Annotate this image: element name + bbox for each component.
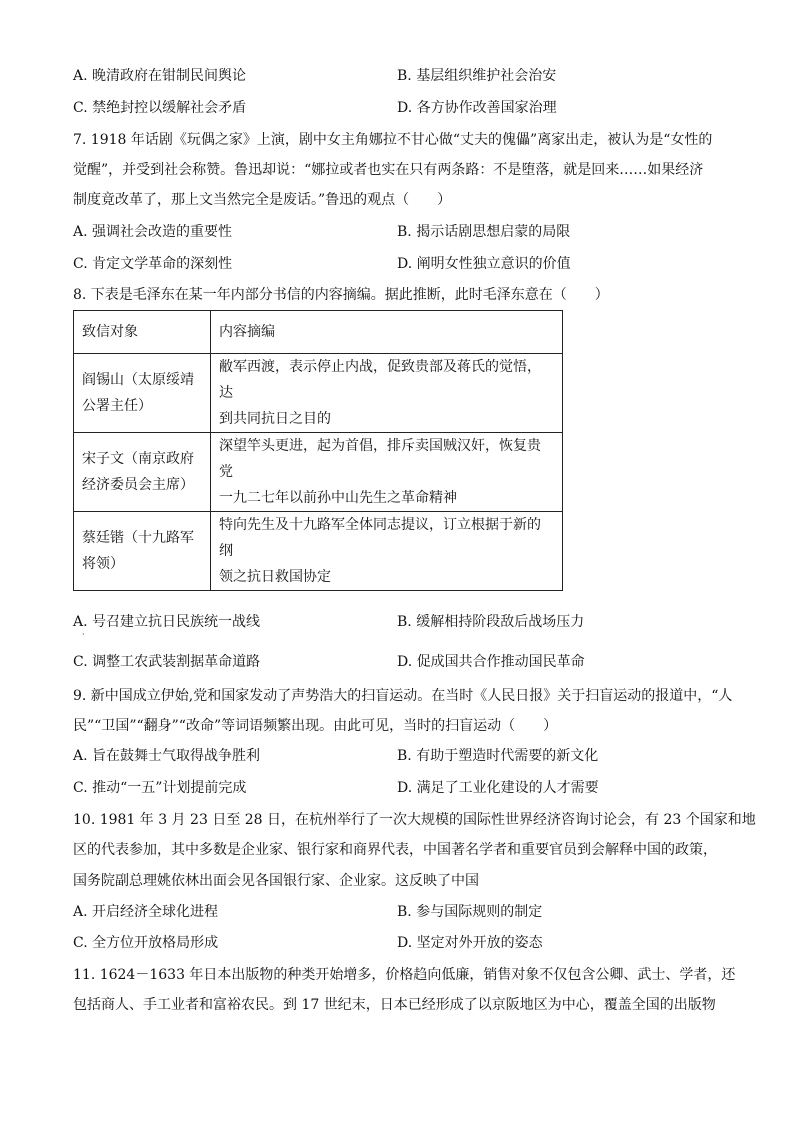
cell-line: 特向先生及十九路军全体同志提议，订立根据于新的纲 [219,517,541,559]
table-row [74,354,563,433]
q10-stem-line-3: 国务院副总理姚依林出面会见各国银行家、企业家。这反映了中国 [73,873,479,889]
q9-stem-line-2: 民”“卫国”“翻身”“改命”等词语频繁出现。由此可见，当时的扫盲运动（ ） [73,718,558,734]
q8-option-b: B. 缓解相持阶段敌后战场压力 [397,614,585,630]
cell-line: 公署主任） [82,398,152,414]
q9-option-a: A. 旨在鼓舞士气取得战争胜利 [73,748,261,764]
q9-option-d: D. 满足了工业化建设的人才需要 [397,780,599,796]
q9-option-c: C. 推动“一五”计划提前完成 [73,780,247,796]
q7-option-b: B. 揭示话剧思想启蒙的局限 [397,224,571,240]
cell-line: 领之抗日救国协定 [219,569,331,585]
q9-option-b: B. 有助于塑造时代需要的新文化 [397,748,599,764]
cell-line: 到共同抗日之目的 [219,411,331,427]
table-row [74,433,563,512]
cell-line: 敝军西渡，表示停止内战，促致贵部及蒋氏的觉悟，达 [219,359,541,401]
q7-stem-line-1: 7. 1918 年话剧《玩偶之家》上演，剧中女主角娜拉不甘心做“丈夫的傀儡”离家出走，被认为是“女性的 [73,132,713,148]
q10-option-b: B. 参与国际规则的制定 [397,904,543,920]
cell-line: 一九二七年以前孙中山先生之革命精神 [219,490,457,506]
cell-line: 将领） [82,556,124,572]
q6-option-d: D. 各方协作改善国家治理 [397,100,557,116]
q7-stem-line-3: 制度竟改革了，那上文当然完全是废话。”鲁迅的观点（ ） [73,192,452,208]
stray-dot-mark: · [82,630,85,639]
cell-line: 宋子文（南京政府 [82,451,194,467]
table-cell-recipient [74,354,211,433]
cell-line: 经济委员会主席） [82,477,194,493]
q10-option-d: D. 坚定对外开放的姿态 [397,935,543,951]
q11-stem-line-2: 包括商人、手工业者和富裕农民。到 17 世纪末，日本已经形成了以京阪地区为中心，覆盖全国的出版物 [73,997,716,1013]
table-cell-content [211,512,563,591]
q8-option-a: A. 号召建立抗日民族统一战线 [73,614,261,630]
cell-line: 阎锡山（太原绥靖 [82,372,194,388]
q8-option-d: D. 促成国共合作推动国民革命 [397,654,585,670]
cell-line: 蔡廷锴（十九路军 [82,530,194,546]
q8-letters-table [73,310,563,591]
table-header-recipient: 致信对象 [74,311,211,354]
q7-option-a: A. 强调社会改造的重要性 [73,224,233,240]
table-header-content: 内容摘编 [211,311,563,354]
q10-option-a: A. 开启经济全球化进程 [73,904,219,920]
q6-option-c: C. 禁绝封控以缓解社会矛盾 [73,100,247,116]
table-row [74,512,563,591]
q7-option-d: D. 阐明女性独立意识的价值 [397,256,571,272]
q10-stem-line-2: 区的代表参加，其中多数是企业家、银行家和商界代表，中国著名学者和重要官员到会解释中国的政策， [73,842,717,858]
q8-option-c: C. 调整工农武装割据革命道路 [73,654,261,670]
q6-option-a: A. 晚清政府在钳制民间舆论 [73,68,247,84]
q10-stem-line-1: 10. 1981 年 3 月 23 日至 28 日，在杭州举行了一次大规模的国际性世界经济咨询讨论会，有 23 个国家和地 [73,812,756,828]
cell-line: 深望竿头更进，起为首倡，排斥卖国贼汉奸，恢复贵党 [219,438,541,480]
table-header-row [74,311,563,354]
table-cell-recipient [74,433,211,512]
table-cell-recipient [74,512,211,591]
q9-stem-line-1: 9. 新中国成立伊始,党和国家发动了声势浩大的扫盲运动。在当时《人民日报》关于扫盲运动的报道中，“人 [73,688,733,704]
table-cell-content [211,354,563,433]
table-cell-content [211,433,563,512]
q7-option-c: C. 肯定文学革命的深刻性 [73,256,233,272]
q8-stem: 8. 下表是毛泽东在某一年内部分书信的内容摘编。据此推断，此时毛泽东意在（ ） [73,287,609,303]
q10-option-c: C. 全方位开放格局形成 [73,935,219,951]
q11-stem-line-1: 11. 1624－1633 年日本出版物的种类开始增多，价格趋向低廉，销售对象不仅包含公卿、武士、学者，还 [73,967,736,983]
q6-option-b: B. 基层组织维护社会治安 [397,68,557,84]
q7-stem-line-2: 觉醒”，并受到社会称赞。鲁迅却说：“娜拉或者也实在只有两条路：不是堕落，就是回来……如果经济 [73,162,704,178]
